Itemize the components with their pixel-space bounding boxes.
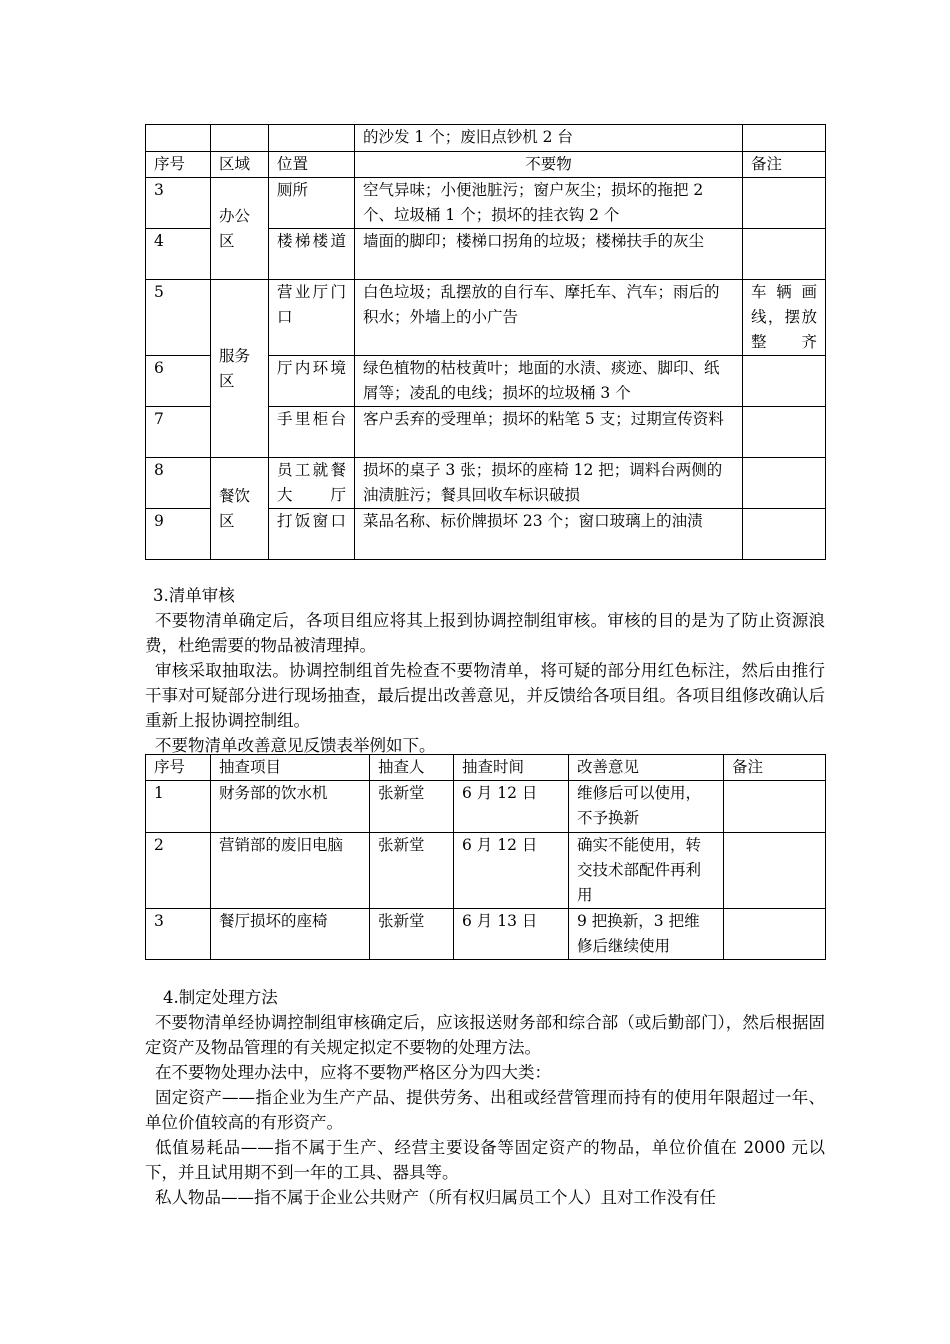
- cell-person: 张新堂: [370, 833, 454, 909]
- cell-remark: [724, 909, 826, 960]
- section-4-paragraph-4: 低值易耗品——指不属于生产、经营主要设备等固定资产的物品，单位价值在 2000 元以下，并且试用期不到一年的工具、器具等。: [145, 1138, 825, 1182]
- cell-remark: [724, 781, 826, 833]
- header-remark: 备注: [743, 152, 826, 178]
- cell-remark: [743, 178, 826, 229]
- cell-remark: 车辆画线，摆放整齐: [743, 280, 826, 356]
- cell-remark: [743, 356, 826, 407]
- header-no: 序号: [146, 755, 211, 781]
- header-position: 位置: [269, 152, 355, 178]
- cell-unneeded: 墙面的脚印；楼梯口拐角的垃圾；楼梯扶手的灰尘: [355, 229, 743, 280]
- cell-item: 营销部的废旧电脑: [211, 833, 370, 909]
- cell-remark: [743, 229, 826, 280]
- cell-remark: [724, 833, 826, 909]
- cell-no: 8: [146, 458, 211, 509]
- cell-position: 营业厅门口: [269, 280, 355, 356]
- table-header-row: [146, 755, 826, 781]
- cell-no: 3: [146, 178, 211, 229]
- cell-remark: [743, 509, 826, 560]
- cell-position: 厅内环境: [269, 356, 355, 407]
- header-time: 抽查时间: [454, 755, 569, 781]
- cell-no: 2: [146, 833, 211, 909]
- cell-unneeded: 绿色植物的枯枝黄叶；地面的水渍、痰迹、脚印、纸屑等；凌乱的电线；损坏的垃圾桶 3 个: [355, 356, 743, 407]
- cell-opinion: 9 把换新，3 把维修后继续使用: [569, 909, 724, 960]
- header-unneeded: 不要物: [355, 152, 743, 178]
- section-3-paragraph-2: 审核采取抽取法。协调控制组首先检查不要物清单，将可疑的部分用红色标注，然后由推行干事对可疑部分进行现场抽查，最后提出改善意见，并反馈给各项目组。各项目组修改确认后重新上报协调控制组。: [145, 661, 825, 730]
- header-no: 序号: [146, 152, 211, 178]
- cell-position: 手里柜台: [269, 407, 355, 458]
- table-row: [146, 781, 826, 833]
- section-3-paragraph-1: 不要物清单确定后，各项目组应将其上报到协调控制组审核。审核的目的是为了防止资源浪费，杜绝需要的物品被清理掉。: [145, 611, 825, 655]
- table-row: [146, 178, 826, 229]
- header-area: 区域: [211, 152, 269, 178]
- table-row: [146, 280, 826, 356]
- cell-person: 张新堂: [370, 781, 454, 833]
- section-4-paragraph-1: 不要物清单经协调控制组审核确定后，应该报送财务部和综合部（或后勤部门），然后根据固定资产及物品管理的有关规定拟定不要物的处理方法。: [145, 1013, 825, 1057]
- cell-opinion: 确实不能使用，转交技术部配件再利用: [569, 833, 724, 909]
- cell-position: 楼梯楼道: [269, 229, 355, 280]
- cell-no: 6: [146, 356, 211, 407]
- cell-opinion: 维修后可以使用，不予换新: [569, 781, 724, 833]
- section-3-paragraph-3: 不要物清单改善意见反馈表举例如下。: [155, 736, 436, 755]
- cell-time: 6 月 12 日: [454, 781, 569, 833]
- cell-unneeded: 损坏的桌子 3 张；损坏的座椅 12 把；调料台两侧的油渍脏污；餐具回收车标识破损: [355, 458, 743, 509]
- cell-position: 员工就餐大厅: [269, 458, 355, 509]
- cell-no: 1: [146, 781, 211, 833]
- cell-no: 5: [146, 280, 211, 356]
- table-row: [146, 909, 826, 960]
- table-row: [146, 125, 826, 152]
- cell-no: 9: [146, 509, 211, 560]
- cell-unneeded: 空气异味；小便池脏污；窗户灰尘；损坏的拖把 2 个、垃圾桶 1 个；损坏的挂衣钩 2 个: [355, 178, 743, 229]
- cell-person: 张新堂: [370, 909, 454, 960]
- header-item: 抽查项目: [211, 755, 370, 781]
- cell-no: 7: [146, 407, 211, 458]
- cell-unneeded: 白色垃圾；乱摆放的自行车、摩托车、汽车；雨后的积水；外墙上的小广告: [355, 280, 743, 356]
- header-opinion: 改善意见: [569, 755, 724, 781]
- table-row: [146, 458, 826, 509]
- cell-unneeded: 的沙发 1 个；废旧点钞机 2 台: [355, 125, 743, 152]
- feedback-table: [145, 754, 826, 960]
- cell-item: 餐厅损坏的座椅: [211, 909, 370, 960]
- cell-remark: [743, 407, 826, 458]
- section-4-paragraph-3: 固定资产——指企业为生产产品、提供劳务、出租或经营管理而持有的使用年限超过一年、单位价值较高的有形资产。: [145, 1088, 825, 1132]
- table-header-row: [146, 152, 826, 178]
- section-4-heading: 4.制定处理方法: [163, 988, 278, 1007]
- cell-unneeded: 菜品名称、标价牌损坏 23 个；窗口玻璃上的油渍: [355, 509, 743, 560]
- section-4-paragraph-2: 在不要物处理办法中，应将不要物严格区分为四大类：: [155, 1063, 551, 1082]
- cell-time: 6 月 13 日: [454, 909, 569, 960]
- cell-area-service: 服务区: [211, 280, 269, 458]
- cell-position: 厕所: [269, 178, 355, 229]
- unneeded-items-table: [145, 124, 826, 560]
- cell-position: 打饭窗口: [269, 509, 355, 560]
- cell-area-office: 办公区: [211, 178, 269, 280]
- cell-area-dining: 餐饮区: [211, 458, 269, 560]
- cell-item: 财务部的饮水机: [211, 781, 370, 833]
- cell-unneeded: 客户丢弃的受理单；损坏的粘笔 5 支；过期宣传资料: [355, 407, 743, 458]
- header-person: 抽查人: [370, 755, 454, 781]
- cell-remark: [743, 458, 826, 509]
- section-3-heading: 3.清单审核: [153, 586, 235, 605]
- cell-no: 3: [146, 909, 211, 960]
- section-4-paragraph-5: 私人物品——指不属于企业公共财产（所有权归属员工个人）且对工作没有任: [155, 1188, 716, 1207]
- table-row: [146, 833, 826, 909]
- cell-time: 6 月 12 日: [454, 833, 569, 909]
- header-remark: 备注: [724, 755, 826, 781]
- cell-no: 4: [146, 229, 211, 280]
